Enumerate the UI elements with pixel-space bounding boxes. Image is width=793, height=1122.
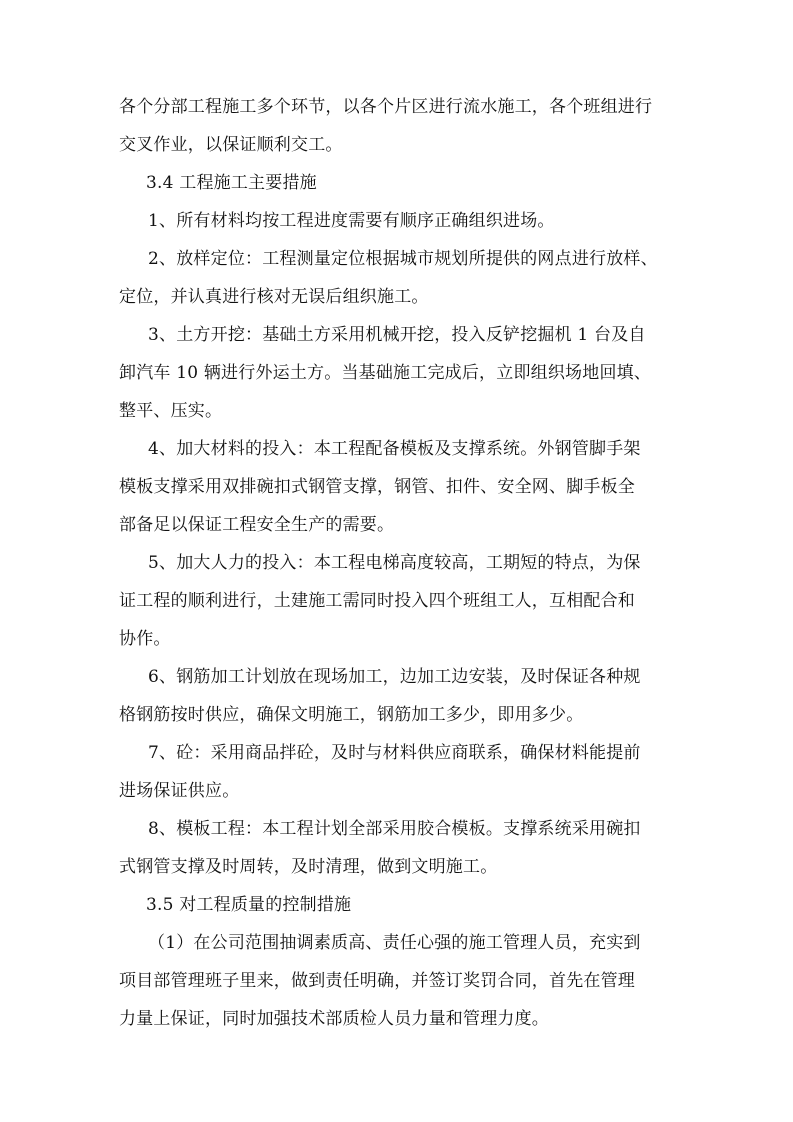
body-line: 卸汽车 10 辆进行外运土方。当基础施工完成后，立即组织场地回填、 [119,363,652,383]
body-line: 各个分部工程施工多个环节，以各个片区进行流水施工，各个班组进行 [119,97,653,117]
body-line: 2、放样定位：工程测量定位根据城市规划所提供的网点进行放样、 [148,249,658,269]
body-line: 整平、压实。 [119,401,223,421]
body-line: 进场保证供应。 [119,781,240,801]
body-line: 1、所有材料均按工程进度需要有顺序正确组织进场。 [148,211,555,231]
body-line: 交叉作业，以保证顺利交工。 [119,135,343,155]
body-line: 协作。 [119,629,171,649]
section-heading: 3.5 对工程质量的控制措施 [146,895,352,915]
body-line: 式钢管支撑及时周转，及时清理，做到文明施工。 [119,857,498,877]
body-line: 6、钢筋加工计划放在现场加工，边加工边安装，及时保证各种规 [148,667,641,687]
body-line: 5、加大人力的投入：本工程电梯高度较高，工期短的特点，为保 [148,553,641,573]
body-line: 证工程的顺利进行，土建施工需同时投入四个班组工人，互相配合和 [119,591,635,611]
body-line: 部备足以保证工程安全生产的需要。 [119,515,395,535]
body-line: 模板支撑采用双排碗扣式钢管支撑，钢管、扣件、安全网、脚手板全 [119,477,635,497]
body-line: 力量上保证，同时加强技术部质检人员力量和管理力度。 [119,1009,549,1029]
body-line: （1）在公司范围抽调素质高、责任心强的施工管理人员，充实到 [148,933,641,953]
body-line: 7、砼：采用商品拌砼，及时与材料供应商联系，确保材料能提前 [148,743,641,763]
section-heading: 3.4 工程施工主要措施 [146,173,317,193]
body-line: 项目部管理班子里来，做到责任明确，并签订奖罚合同，首先在管理 [119,971,635,991]
body-line: 8、模板工程：本工程计划全部采用胶合模板。支撑系统采用碗扣 [148,819,641,839]
body-line: 定位，并认真进行核对无误后组织施工。 [119,287,429,307]
body-line: 3、土方开挖：基础土方采用机械开挖，投入反铲挖掘机 1 台及自 [148,325,646,345]
body-line: 格钢筋按时供应，确保文明施工，钢筋加工多少，即用多少。 [119,705,584,725]
body-line: 4、加大材料的投入：本工程配备模板及支撑系统。外钢管脚手架 [148,439,641,459]
